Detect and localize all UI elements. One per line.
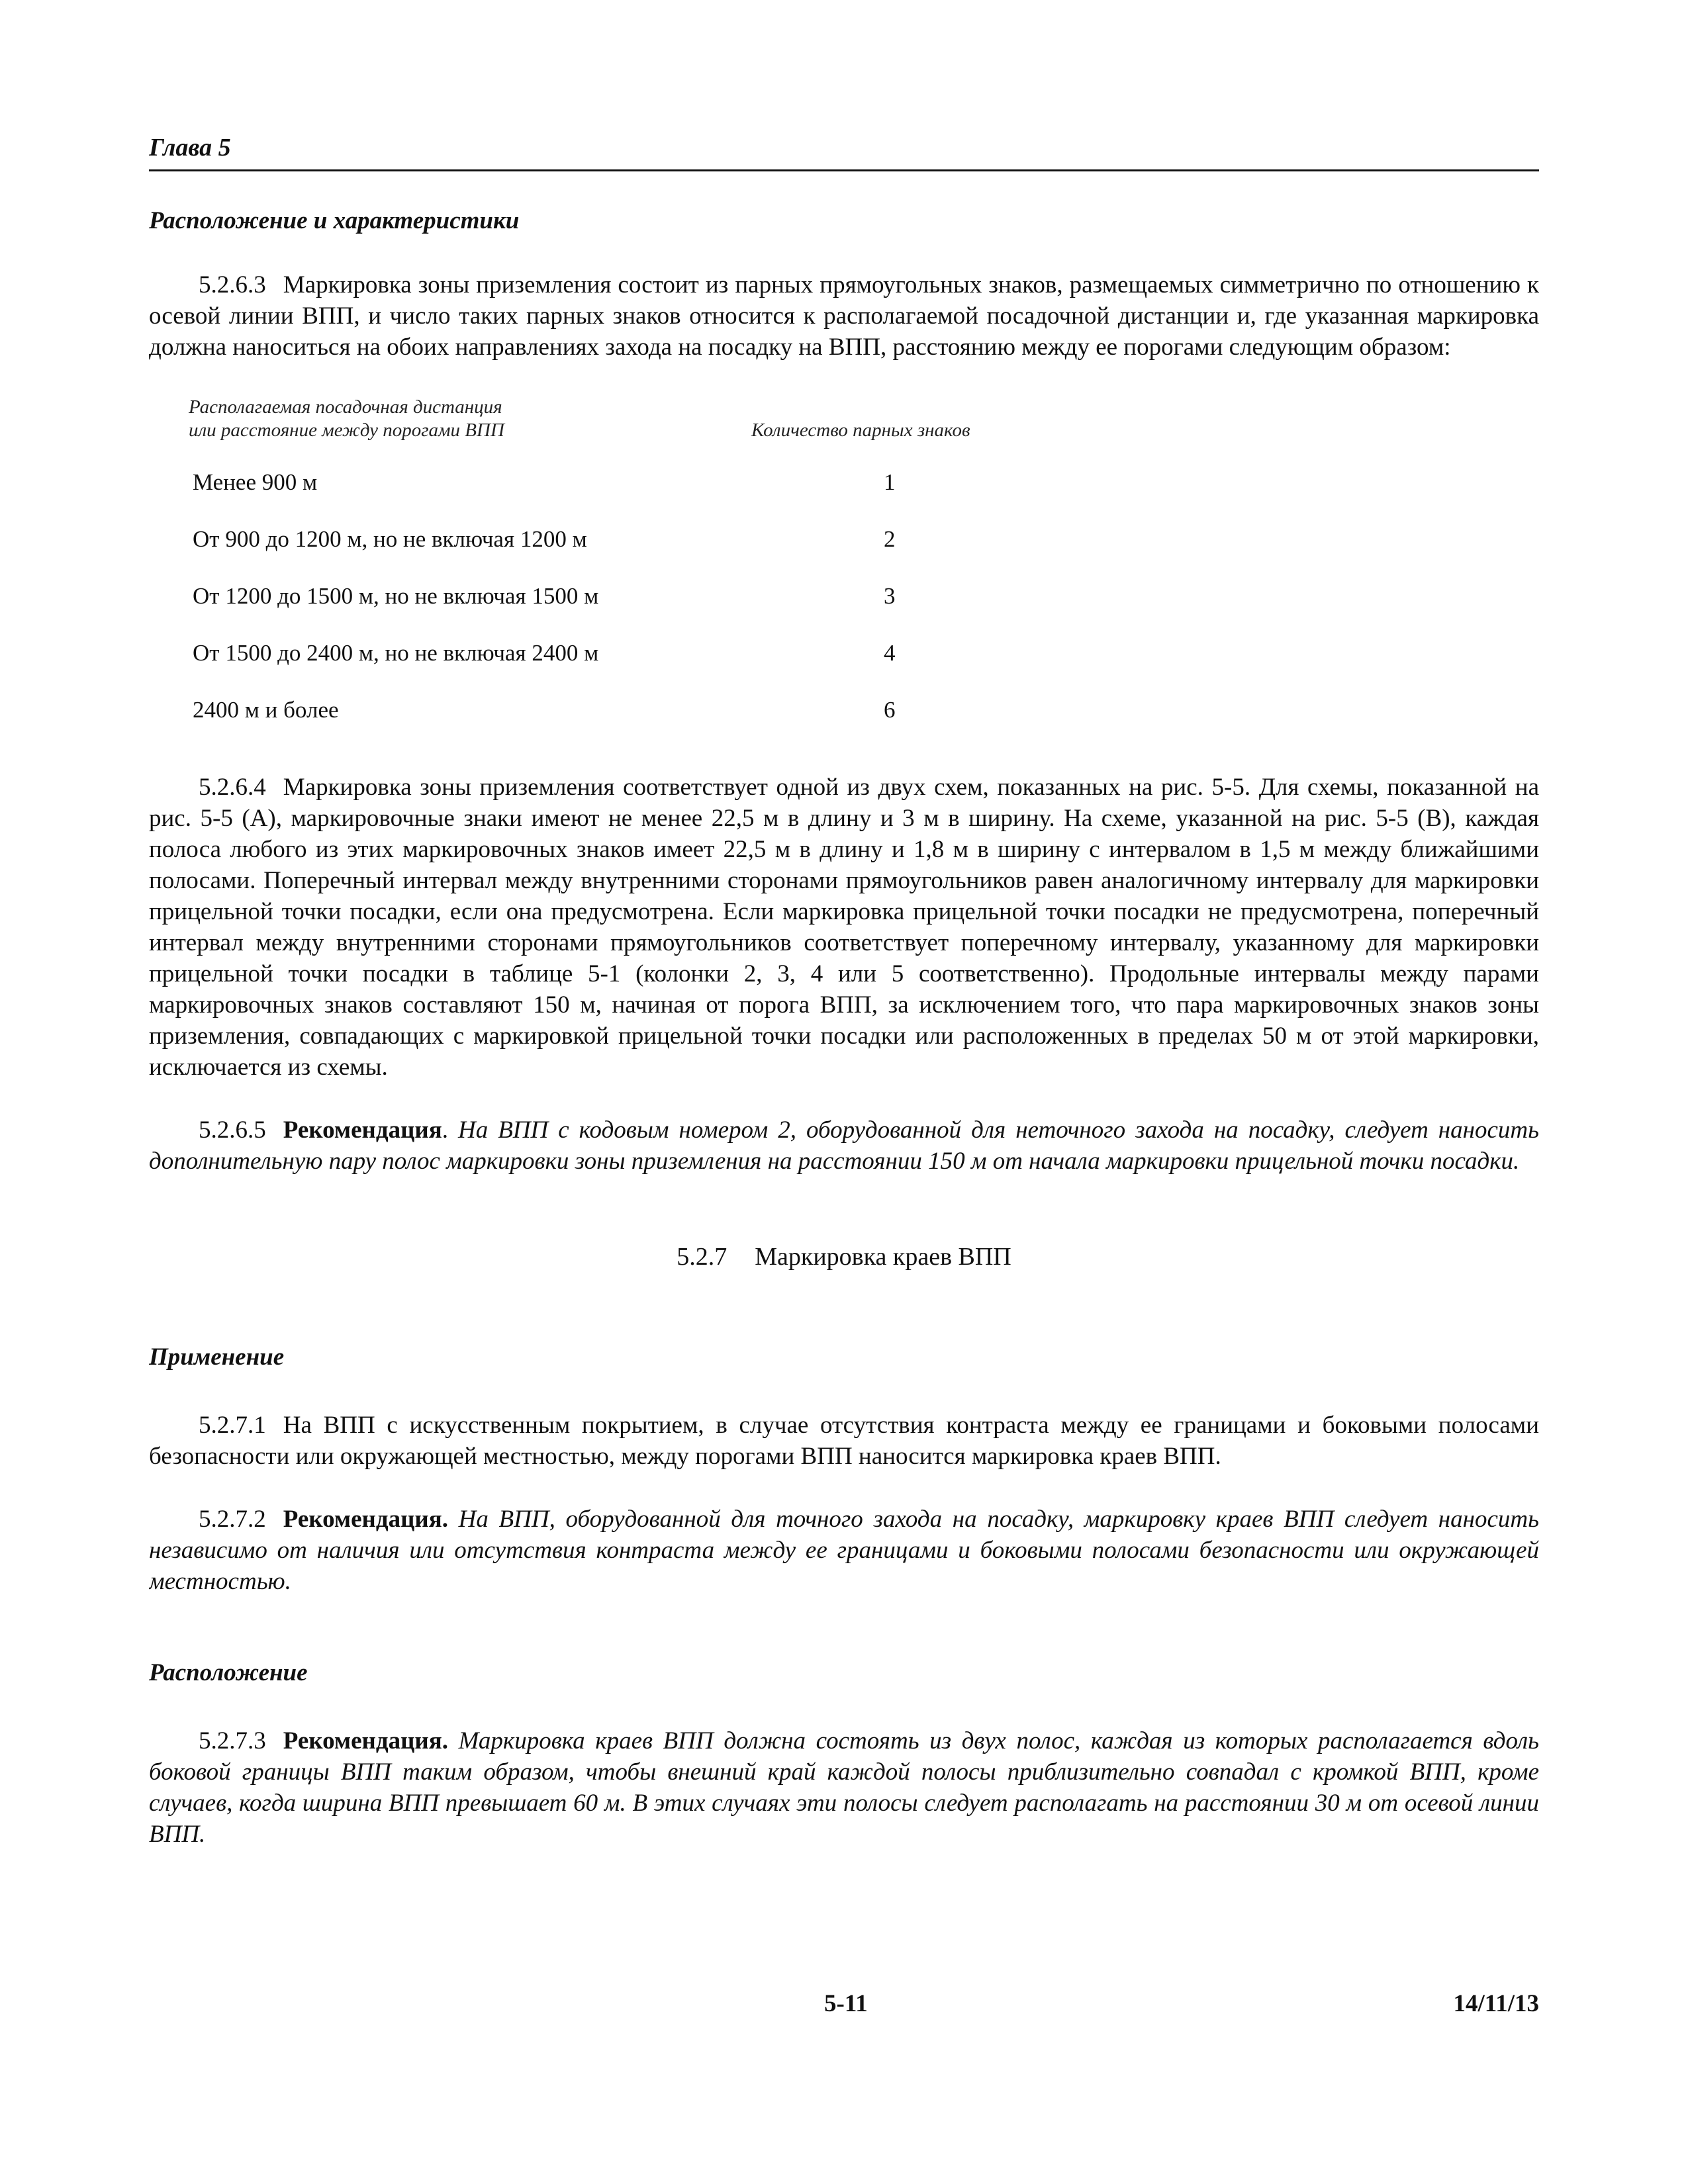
section-5-2-7-title bbox=[149, 1242, 1539, 1272]
revision-date: 14/11/13 bbox=[1453, 1990, 1539, 2017]
paragraph-text: На ВПП с кодовым номером 2, оборудованной для неточного захода на посадку, следует наносить дополнительную пару полос маркировки зоны приземления на расстоянии 150 м от начала маркировки прицельной точки посадки. bbox=[149, 1116, 1539, 1175]
recommendation-label: Рекомендация. bbox=[283, 1727, 448, 1754]
document-page bbox=[149, 132, 1539, 2065]
table-row: От 1200 до 1500 м, но не включая 1500 м 3 bbox=[193, 583, 896, 609]
table-header bbox=[189, 396, 1248, 442]
paragraph-number: 5.2.6.3 bbox=[199, 271, 266, 298]
paragraph-number: 5.2.7.1 bbox=[199, 1412, 266, 1439]
header-divider bbox=[149, 169, 1539, 171]
chapter-title: Глава 5 bbox=[149, 134, 231, 161]
placement-characteristics-heading: Расположение и характеристики bbox=[149, 207, 520, 234]
paragraph-5-2-7-2 bbox=[149, 1504, 1539, 1597]
paragraph-5-2-7-1 bbox=[149, 1410, 1539, 1472]
recommendation-label: Рекомендация. bbox=[283, 1506, 448, 1533]
table-row: От 1500 до 2400 м, но не включая 2400 м 4 bbox=[193, 640, 896, 666]
paragraph-5-2-6-3 bbox=[149, 269, 1539, 363]
section-title-text: Маркировка краев ВПП bbox=[755, 1243, 1011, 1271]
table-header-count: Количество парных знаков bbox=[751, 420, 970, 441]
paragraph-text: Маркировка зоны приземления соответствует одной из двух схем, показанных на рис. 5-5. Для схемы, показанной на рис. 5-5 (А), маркировочные знаки имеют не менее 22,5 м в длину и 3 м в ширину. На схеме, указанной на рис. 5-5 (В), каждая полоса любого из этих маркировочных знаков имеет 22,5 м в длину и 1,8 м в ширину с интервалом в 1,5 м между ближайшими полосами. Поперечный интервал между внутренними сторонами прямоугольников равен аналогичному интервалу для маркировки прицельной точки посадки, если она предусмотрена. Если маркировка прицельной точки посадки не предусмотрена, поперечный интервал между внутренними сторонами прямоугольников соответствует поперечному интервалу, указанному для маркировки прицельной точки посадки в таблице 5-1 (колонки 2, 3, 4 или 5 соответственно). Продольные интервалы между парами маркировочных знаков составляют 150 м, начиная от порога ВПП, за исключением того, что пара маркировочных знаков зоны приземления, совпадающих с маркировкой прицельной точки посадки или расположенных в пределах 50 м от этой маркировки, исключается из схемы. bbox=[149, 774, 1539, 1081]
application-heading: Применение bbox=[149, 1343, 285, 1371]
marking-count-table bbox=[189, 396, 1248, 727]
page-number: 5-11 bbox=[824, 1990, 868, 2017]
table-header-distance: Располагаемая посадочная дистанция или расстояние между порогами ВПП bbox=[189, 396, 504, 441]
recommendation-label: Рекомендация bbox=[283, 1116, 442, 1144]
location-heading: Расположение bbox=[149, 1659, 308, 1686]
paragraph-5-2-6-5: 5.2.6.5 Рекомендация. На ВПП с кодовым номером 2, оборудованной для неточного захода на посадку, следует наносить дополнительную пару полос маркировки зоны приземления на расстоянии 150 м от начала маркировки прицельной точки посадки. bbox=[149, 1116, 1539, 1175]
paragraph-number: 5.2.7.2 bbox=[199, 1506, 266, 1533]
paragraph-number: 5.2.6.4 bbox=[199, 774, 266, 801]
paragraph-text: На ВПП с искусственным покрытием, в случае отсутствия контраста между ее границами и боковыми полосами безопасности или окружающей местностью, между порогами ВПП наносится маркировка краев ВПП. bbox=[149, 1412, 1539, 1470]
table-row: От 900 до 1200 м, но не включая 1200 м 2 bbox=[193, 526, 896, 552]
section-number: 5.2.7 bbox=[677, 1243, 727, 1271]
paragraph-text: На ВПП, оборудованной для точного захода на посадку, маркировку краев ВПП следует наносить независимо от наличия или отсутствия контраста между ее границами и боковыми полосами безопасности или окружающей местностью. bbox=[149, 1506, 1539, 1595]
paragraph-number: 5.2.7.3 bbox=[199, 1727, 266, 1754]
paragraph-5-2-6-4 bbox=[149, 772, 1539, 1083]
paragraph-number: 5.2.6.5 bbox=[199, 1116, 266, 1144]
paragraph-5-2-7-3 bbox=[149, 1725, 1539, 1850]
paragraph-text: Маркировка зоны приземления состоит из парных прямоугольных знаков, размещаемых симметрично по отношению к осевой линии ВПП, и число таких парных знаков относится к располагаемой посадочной дистанции и, где указанная маркировка должна наноситься на обоих направлениях захода на посадку на ВПП, расстоянию между ее порогами следующим образом: bbox=[149, 271, 1539, 361]
table-row: 2400 м и более 6 bbox=[193, 697, 896, 723]
table-row: Менее 900 м 1 bbox=[193, 469, 896, 495]
paragraph-text: Маркировка краев ВПП должна состоять из двух полос, каждая из которых располагается вдоль боковой границы ВПП таким образом, чтобы внешний край каждой полосы приблизительно совпадал с кромкой ВПП, кроме случаев, когда ширина ВПП превышает 60 м. В этих случаях эти полосы следует располагать на расстоянии 30 м от осевой линии ВПП. bbox=[149, 1727, 1539, 1848]
page-footer bbox=[149, 1989, 1539, 2022]
